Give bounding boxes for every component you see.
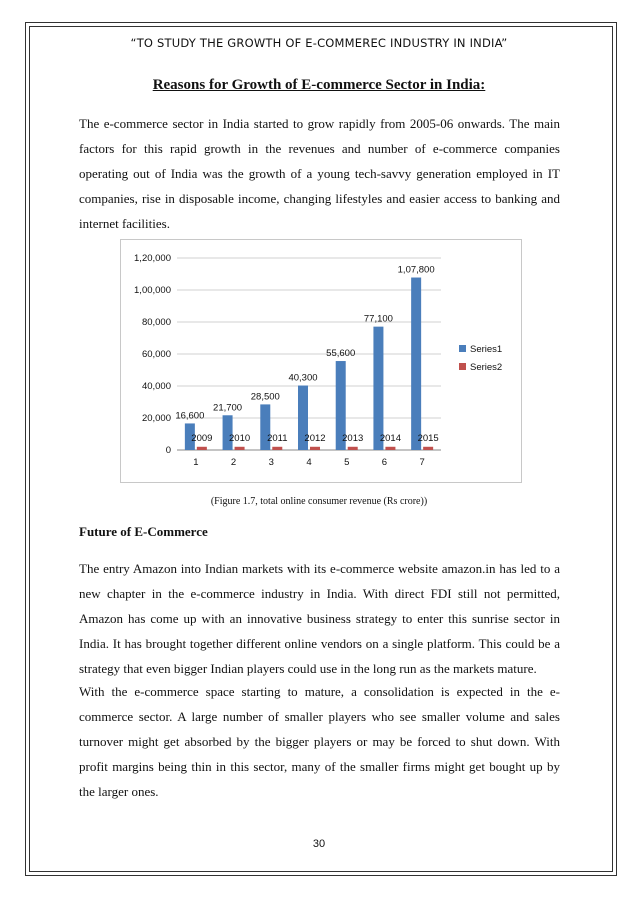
data-label-series2: 2013 — [342, 432, 364, 444]
legend-swatch — [459, 363, 466, 370]
running-header: “TO STUDY THE GROWTH OF E-COMMEREC INDUSTRY IN INDIA” — [130, 36, 508, 50]
bar-series2 — [197, 447, 207, 450]
bar-series2 — [348, 447, 358, 450]
y-tick-label: 80,000 — [141, 317, 171, 328]
data-label-series1: 1,07,800 — [397, 264, 435, 276]
x-tick-label: 4 — [306, 457, 312, 468]
y-tick-label: 1,00,000 — [134, 285, 171, 296]
bar-series1 — [411, 278, 421, 450]
x-tick-label: 1 — [193, 457, 199, 468]
paragraph-consolidation: With the e-commerce space starting to mature, a consolidation is expected in the e-commerce sector. A large number of smaller players who see smaller volume and sales turnover might get absorbed by the bigger players or may be forced to shut down. With profit margins being thin in this sector, many of the smaller firms might get bought up by the larger ones. — [79, 684, 560, 799]
data-label-series2: 2014 — [379, 432, 401, 444]
data-label-series1: 77,100 — [363, 313, 393, 325]
bar-series2 — [310, 447, 320, 450]
legend-label: Series1 — [470, 344, 503, 355]
x-tick-label: 2 — [230, 457, 237, 468]
x-tick-label: 6 — [381, 457, 388, 468]
x-tick-label: 7 — [419, 457, 425, 468]
legend-label: Series2 — [470, 362, 503, 373]
data-label-series2: 2015 — [417, 432, 439, 444]
future-heading: Future of E-Commerce — [79, 524, 208, 539]
data-label-series1: 40,300 — [288, 372, 318, 384]
y-tick-label: 0 — [165, 445, 171, 456]
data-label-series1: 16,600 — [175, 410, 205, 422]
bar-series2 — [423, 447, 433, 450]
data-label-series2: 2009 — [191, 432, 213, 444]
x-tick-label: 5 — [344, 457, 350, 468]
y-tick-label: 40,000 — [141, 381, 171, 392]
y-tick-label: 1,20,000 — [134, 253, 171, 264]
legend-swatch — [459, 345, 466, 352]
figure-caption: (Figure 1.7, total online consumer revenue (Rs crore)) — [210, 496, 428, 507]
page-number: 30 — [312, 838, 326, 850]
section-title: Reasons for Growth of E-commerce Sector in India: — [152, 77, 486, 93]
y-tick-label: 60,000 — [141, 349, 171, 360]
paragraph-growth-reasons: The e-commerce sector in India started to grow rapidly from 2005-06 onwards. The main factors for this rapid growth in the revenues and number of e-commerce companies operating out of India was the growth of a young tech-savvy generation employed in IT companies, rise in disposable income, changing lifestyles and easier access to banking and internet facilities. — [79, 116, 560, 231]
bar-series2 — [235, 447, 245, 450]
bar-series2 — [272, 447, 282, 450]
data-label-series1: 55,600 — [326, 348, 356, 360]
revenue-bar-chart — [120, 239, 522, 483]
data-label-series2: 2011 — [267, 432, 288, 444]
paragraph-future: The entry Amazon into Indian markets with its e-commerce website amazon.in has led to a new chapter in the e-commerce industry in India. With direct FDI still not permitted, Amazon has come up with an innovative business strategy to enter this sunrise sector in India. It has brought together different online vendors on a single platform. This could be a strategy that even bigger Indian players could use in the long run as the markets mature. — [79, 561, 560, 676]
data-label-series1: 21,700 — [213, 402, 243, 414]
x-tick-label: 3 — [268, 457, 274, 468]
y-tick-label: 20,000 — [141, 413, 171, 424]
data-label-series2: 2010 — [229, 432, 251, 444]
data-label-series2: 2012 — [304, 432, 326, 444]
bar-series1 — [373, 327, 383, 450]
chart-svg — [121, 240, 521, 482]
data-label-series1: 28,500 — [250, 391, 280, 403]
bar-series2 — [385, 447, 395, 450]
